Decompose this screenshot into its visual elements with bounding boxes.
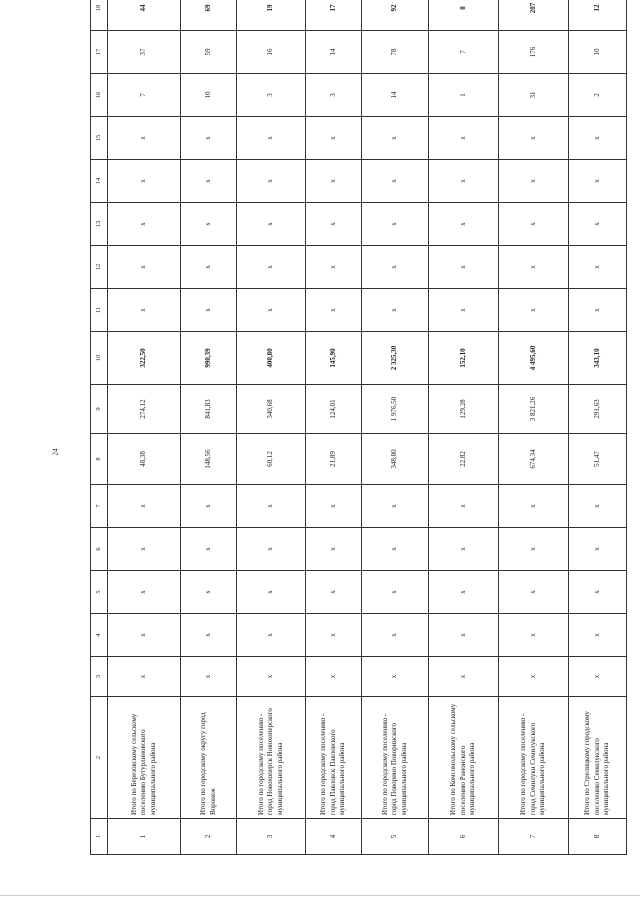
- cell-c11: x: [108, 289, 181, 332]
- cell-c7: x: [108, 485, 181, 528]
- column-number: 16: [91, 74, 108, 117]
- cell-c7: x: [429, 485, 499, 528]
- cell-c6: x: [429, 528, 499, 571]
- table-row: [181, 0, 237, 855]
- cell-c13: x: [569, 203, 627, 246]
- cell-c16: 1: [429, 74, 499, 117]
- row-number: 6: [429, 819, 499, 855]
- cell-c6: x: [306, 528, 362, 571]
- cell-c3: x: [181, 657, 237, 697]
- cell-c16: 31: [499, 74, 569, 117]
- bottom-rule: [0, 895, 640, 896]
- cell-c9: 841,83: [181, 385, 237, 434]
- cell-c11: x: [181, 289, 237, 332]
- row-name: Итого по Комсомольскому сельскому поселению Рамонского муниципального района: [429, 697, 499, 819]
- row-name: Итого по городскому поселению - город Поворино Поворинского муниципального района: [362, 697, 429, 819]
- cell-c13: x: [237, 203, 306, 246]
- column-number: 11: [91, 289, 108, 332]
- cell-c5: x: [108, 571, 181, 614]
- cell-c11: x: [429, 289, 499, 332]
- row-name: Итого по городскому поселению - город Павловск Павловского муниципального района: [306, 697, 362, 819]
- cell-c18: 207: [499, 0, 569, 31]
- cell-c10: 990,39: [181, 332, 237, 385]
- cell-c15: x: [429, 117, 499, 160]
- cell-c16: 14: [362, 74, 429, 117]
- table-row: [306, 0, 362, 855]
- cell-c8: 348,80: [362, 434, 429, 485]
- cell-c5: x: [306, 571, 362, 614]
- column-number: 7: [91, 485, 108, 528]
- column-number: 12: [91, 246, 108, 289]
- column-number: 8: [91, 434, 108, 485]
- column-number: 10: [91, 332, 108, 385]
- cell-c7: x: [569, 485, 627, 528]
- cell-c12: x: [108, 246, 181, 289]
- column-number: 9: [91, 385, 108, 434]
- cell-c15: x: [569, 117, 627, 160]
- cell-c6: x: [237, 528, 306, 571]
- cell-c5: x: [429, 571, 499, 614]
- cell-c16: 10: [181, 74, 237, 117]
- cell-c3: x: [108, 657, 181, 697]
- cell-c10: 343,10: [569, 332, 627, 385]
- row-number: 4: [306, 819, 362, 855]
- cell-c17: 59: [181, 31, 237, 74]
- header-row: [91, 0, 108, 855]
- cell-c13: x: [306, 203, 362, 246]
- cell-c7: x: [181, 485, 237, 528]
- cell-c17: 78: [362, 31, 429, 74]
- row-number: 2: [181, 819, 237, 855]
- cell-c13: x: [362, 203, 429, 246]
- column-number: 18: [91, 0, 108, 31]
- cell-c12: x: [237, 246, 306, 289]
- cell-c4: x: [429, 614, 499, 657]
- cell-c5: x: [569, 571, 627, 614]
- cell-c17: 37: [108, 31, 181, 74]
- cell-c4: x: [306, 614, 362, 657]
- cell-c8: 21,89: [306, 434, 362, 485]
- column-number: 1: [91, 819, 108, 855]
- table-row: [499, 0, 569, 855]
- cell-c15: x: [362, 117, 429, 160]
- cell-c8: 60,12: [237, 434, 306, 485]
- cell-c12: x: [306, 246, 362, 289]
- table-row: [362, 0, 429, 855]
- cell-c17: 176: [499, 31, 569, 74]
- cell-c9: 291,63: [569, 385, 627, 434]
- cell-c14: x: [306, 160, 362, 203]
- cell-c5: x: [181, 571, 237, 614]
- cell-c12: x: [429, 246, 499, 289]
- cell-c4: x: [362, 614, 429, 657]
- cell-c9: 340,68: [237, 385, 306, 434]
- cell-c9: 274,12: [108, 385, 181, 434]
- cell-c8: 148,56: [181, 434, 237, 485]
- cell-c3: x: [499, 657, 569, 697]
- cell-c17: 7: [429, 31, 499, 74]
- row-name: Итого по городскому поселению - город Семилуки Семилукского муниципального района: [499, 697, 569, 819]
- cell-c14: x: [108, 160, 181, 203]
- cell-c9: 1 976,50: [362, 385, 429, 434]
- row-number: 3: [237, 819, 306, 855]
- cell-c14: x: [569, 160, 627, 203]
- cell-c15: x: [499, 117, 569, 160]
- column-number: 4: [91, 614, 108, 657]
- cell-c16: 3: [237, 74, 306, 117]
- cell-c14: x: [499, 160, 569, 203]
- cell-c15: x: [108, 117, 181, 160]
- cell-c8: 51,47: [569, 434, 627, 485]
- cell-c7: x: [362, 485, 429, 528]
- cell-c12: x: [181, 246, 237, 289]
- cell-c18: 19: [237, 0, 306, 31]
- cell-c3: x: [429, 657, 499, 697]
- cell-c11: x: [499, 289, 569, 332]
- cell-c9: 3 821,26: [499, 385, 569, 434]
- cell-c15: x: [181, 117, 237, 160]
- cell-c13: x: [108, 203, 181, 246]
- cell-c14: x: [237, 160, 306, 203]
- cell-c14: x: [181, 160, 237, 203]
- cell-c18: 92: [362, 0, 429, 31]
- cell-c8: 22,82: [429, 434, 499, 485]
- cell-c14: x: [429, 160, 499, 203]
- cell-c11: x: [362, 289, 429, 332]
- cell-c8: 674,34: [499, 434, 569, 485]
- table-row: [429, 0, 499, 855]
- cell-c10: 145,90: [306, 332, 362, 385]
- table-row: [237, 0, 306, 855]
- cell-c12: x: [499, 246, 569, 289]
- cell-c18: 44: [108, 0, 181, 31]
- cell-c15: x: [306, 117, 362, 160]
- column-number: 6: [91, 528, 108, 571]
- column-number: 14: [91, 160, 108, 203]
- cell-c16: 7: [108, 74, 181, 117]
- cell-c3: x: [362, 657, 429, 697]
- cell-c10: 2 325,30: [362, 332, 429, 385]
- cell-c4: x: [181, 614, 237, 657]
- row-number: 8: [569, 819, 627, 855]
- cell-c16: 3: [306, 74, 362, 117]
- cell-c6: x: [362, 528, 429, 571]
- cell-c17: 16: [237, 31, 306, 74]
- row-name: Итого по городскому округу город Воронеж: [181, 697, 237, 819]
- column-number: 2: [91, 697, 108, 819]
- cell-c11: x: [569, 289, 627, 332]
- column-number: 15: [91, 117, 108, 160]
- cell-c4: x: [237, 614, 306, 657]
- cell-c9: 124,01: [306, 385, 362, 434]
- cell-c12: x: [569, 246, 627, 289]
- table-row: [108, 0, 181, 855]
- cell-c18: 12: [569, 0, 627, 31]
- cell-c18: 17: [306, 0, 362, 31]
- column-number: 13: [91, 203, 108, 246]
- cell-c4: x: [499, 614, 569, 657]
- cell-c6: x: [499, 528, 569, 571]
- cell-c4: x: [108, 614, 181, 657]
- row-number: 1: [108, 819, 181, 855]
- data-table: [90, 0, 627, 855]
- cell-c15: x: [237, 117, 306, 160]
- column-number: 5: [91, 571, 108, 614]
- cell-c7: x: [499, 485, 569, 528]
- cell-c10: 400,80: [237, 332, 306, 385]
- cell-c3: x: [237, 657, 306, 697]
- table-row: [569, 0, 627, 855]
- cell-c11: x: [306, 289, 362, 332]
- cell-c17: 14: [306, 31, 362, 74]
- cell-c5: x: [499, 571, 569, 614]
- row-number: 5: [362, 819, 429, 855]
- cell-c6: x: [108, 528, 181, 571]
- cell-c5: x: [237, 571, 306, 614]
- page-number: 24: [51, 448, 60, 456]
- cell-c10: 4 495,60: [499, 332, 569, 385]
- cell-c6: x: [181, 528, 237, 571]
- cell-c8: 48,38: [108, 434, 181, 485]
- row-name: Итого по Стрелицкому городскому поселению Семилукского муниципального района: [569, 697, 627, 819]
- cell-c11: x: [237, 289, 306, 332]
- cell-c18: 8: [429, 0, 499, 31]
- cell-c7: x: [306, 485, 362, 528]
- cell-c17: 10: [569, 31, 627, 74]
- cell-c18: 69: [181, 0, 237, 31]
- cell-c7: x: [237, 485, 306, 528]
- cell-c4: x: [569, 614, 627, 657]
- column-number: 3: [91, 657, 108, 697]
- cell-c9: 129,28: [429, 385, 499, 434]
- row-number: 7: [499, 819, 569, 855]
- cell-c3: x: [569, 657, 627, 697]
- cell-c10: 152,10: [429, 332, 499, 385]
- cell-c13: x: [499, 203, 569, 246]
- cell-c13: x: [181, 203, 237, 246]
- cell-c3: x: [306, 657, 362, 697]
- cell-c10: 322,50: [108, 332, 181, 385]
- cell-c16: 2: [569, 74, 627, 117]
- column-number: 17: [91, 31, 108, 74]
- row-name: Итого по городскому поселению - город Новохоперск Новохоперского муниципального района: [237, 697, 306, 819]
- cell-c5: x: [362, 571, 429, 614]
- cell-c6: x: [569, 528, 627, 571]
- cell-c12: x: [362, 246, 429, 289]
- cell-c14: x: [362, 160, 429, 203]
- cell-c13: x: [429, 203, 499, 246]
- row-name: Итого по Березовскому сельскому поселению Бутурлиновского муниципального района: [108, 697, 181, 819]
